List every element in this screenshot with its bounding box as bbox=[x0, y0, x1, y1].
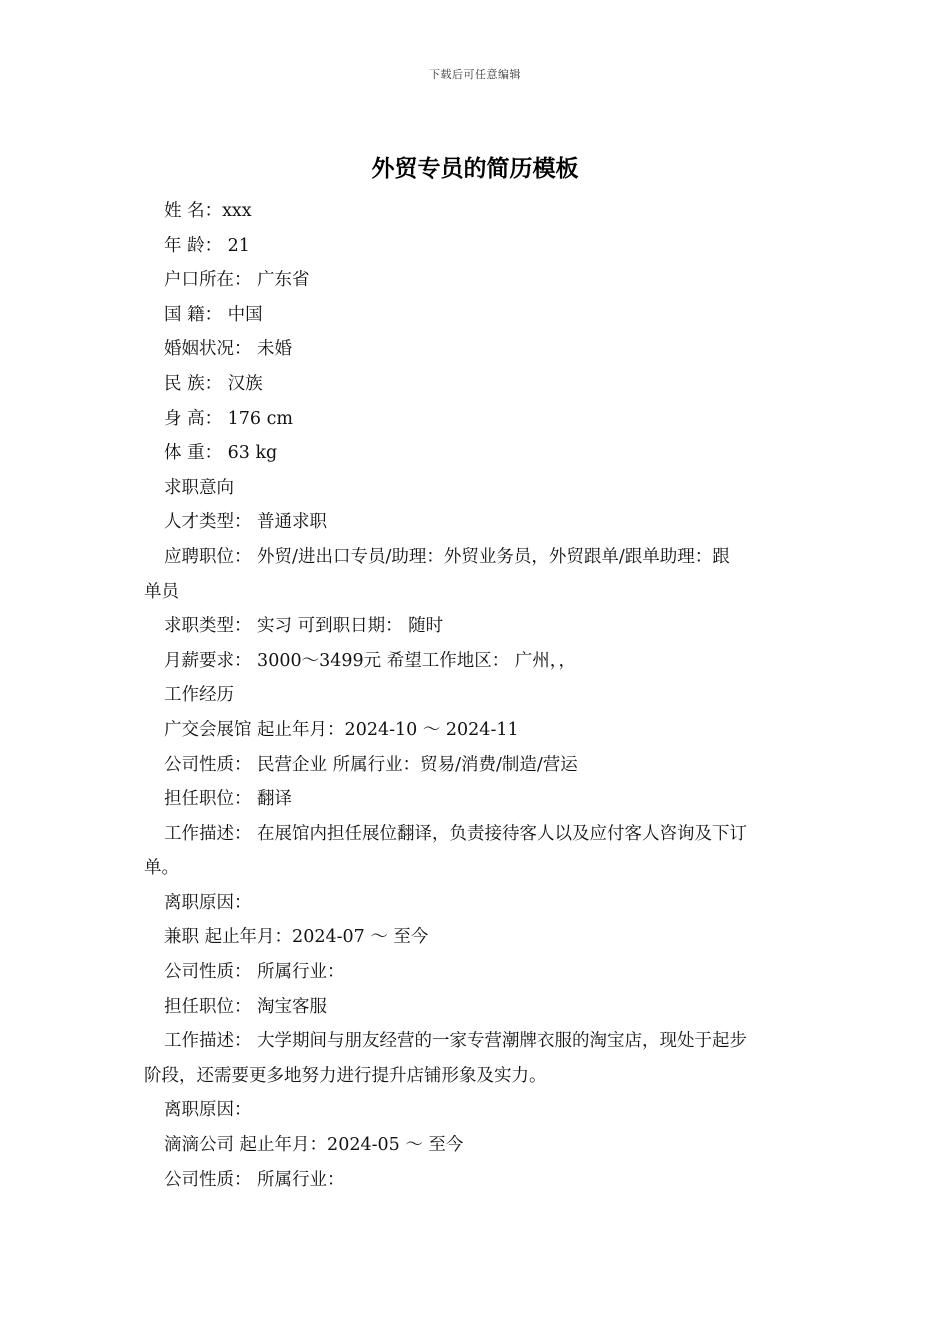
text-line: 公司性质： 民营企业 所属行业：贸易/消费/制造/营运 bbox=[164, 754, 578, 775]
text-line: 工作描述： 大学期间与朋友经营的一家专营潮牌衣服的淘宝店，现处于起步 bbox=[164, 1031, 748, 1052]
text-line: 国 籍： 中国 bbox=[164, 304, 263, 325]
text-line: 兼职 起止年月：2024-07 ～ 至今 bbox=[164, 927, 429, 948]
text-line: 户口所在： 广东省 bbox=[164, 270, 310, 291]
text-line: 年 龄： 21 bbox=[164, 235, 250, 256]
resume-body bbox=[144, 194, 814, 1197]
text-line: 婚姻状况： 未婚 bbox=[164, 339, 293, 360]
text-line: 担任职位： 翻译 bbox=[164, 789, 293, 810]
text-line: 人才类型： 普通求职 bbox=[164, 512, 328, 533]
text-line: 体 重： 63 kg bbox=[164, 443, 278, 464]
text-line: 求职意向 bbox=[164, 477, 234, 498]
text-line: 应聘职位： 外贸/进出口专员/助理：外贸业务员，外贸跟单/跟单助理：跟 bbox=[164, 546, 730, 567]
text-line: 工作描述： 在展馆内担任展位翻译，负责接待客人以及应付客人咨询及下订 bbox=[164, 823, 748, 844]
text-line: 广交会展馆 起止年月：2024-10 ～ 2024-11 bbox=[164, 719, 519, 740]
text-line: 离职原因： bbox=[164, 1100, 252, 1121]
text-line: 身 高： 176 cm bbox=[164, 408, 293, 429]
text-line: 民 族： 汉族 bbox=[164, 373, 263, 394]
text-line: 求职类型： 实习 可到职日期： 随时 bbox=[164, 616, 444, 637]
text-line: 滴滴公司 起止年月：2024-05 ～ 至今 bbox=[164, 1135, 464, 1156]
document-title: 外贸专员的简历模板 bbox=[371, 155, 579, 182]
text-line: 离职原因： bbox=[164, 892, 252, 913]
text-line: 担任职位： 淘宝客服 bbox=[164, 996, 328, 1017]
text-line: 阶段，还需要更多地努力进行提升店铺形象及实力。 bbox=[144, 1065, 547, 1086]
text-line: 公司性质： 所属行业： bbox=[164, 1169, 345, 1190]
page-header-note: 下载后可任意编辑 bbox=[429, 68, 521, 81]
text-line: 姓 名：xxx bbox=[164, 201, 252, 221]
text-line: 单员 bbox=[144, 581, 179, 602]
text-line: 工作经历 bbox=[164, 685, 234, 706]
text-line: 月薪要求： 3000～3499元 希望工作地区： 广州，， bbox=[164, 650, 577, 671]
text-line: 公司性质： 所属行业： bbox=[164, 962, 345, 983]
text-line: 单。 bbox=[144, 858, 179, 879]
